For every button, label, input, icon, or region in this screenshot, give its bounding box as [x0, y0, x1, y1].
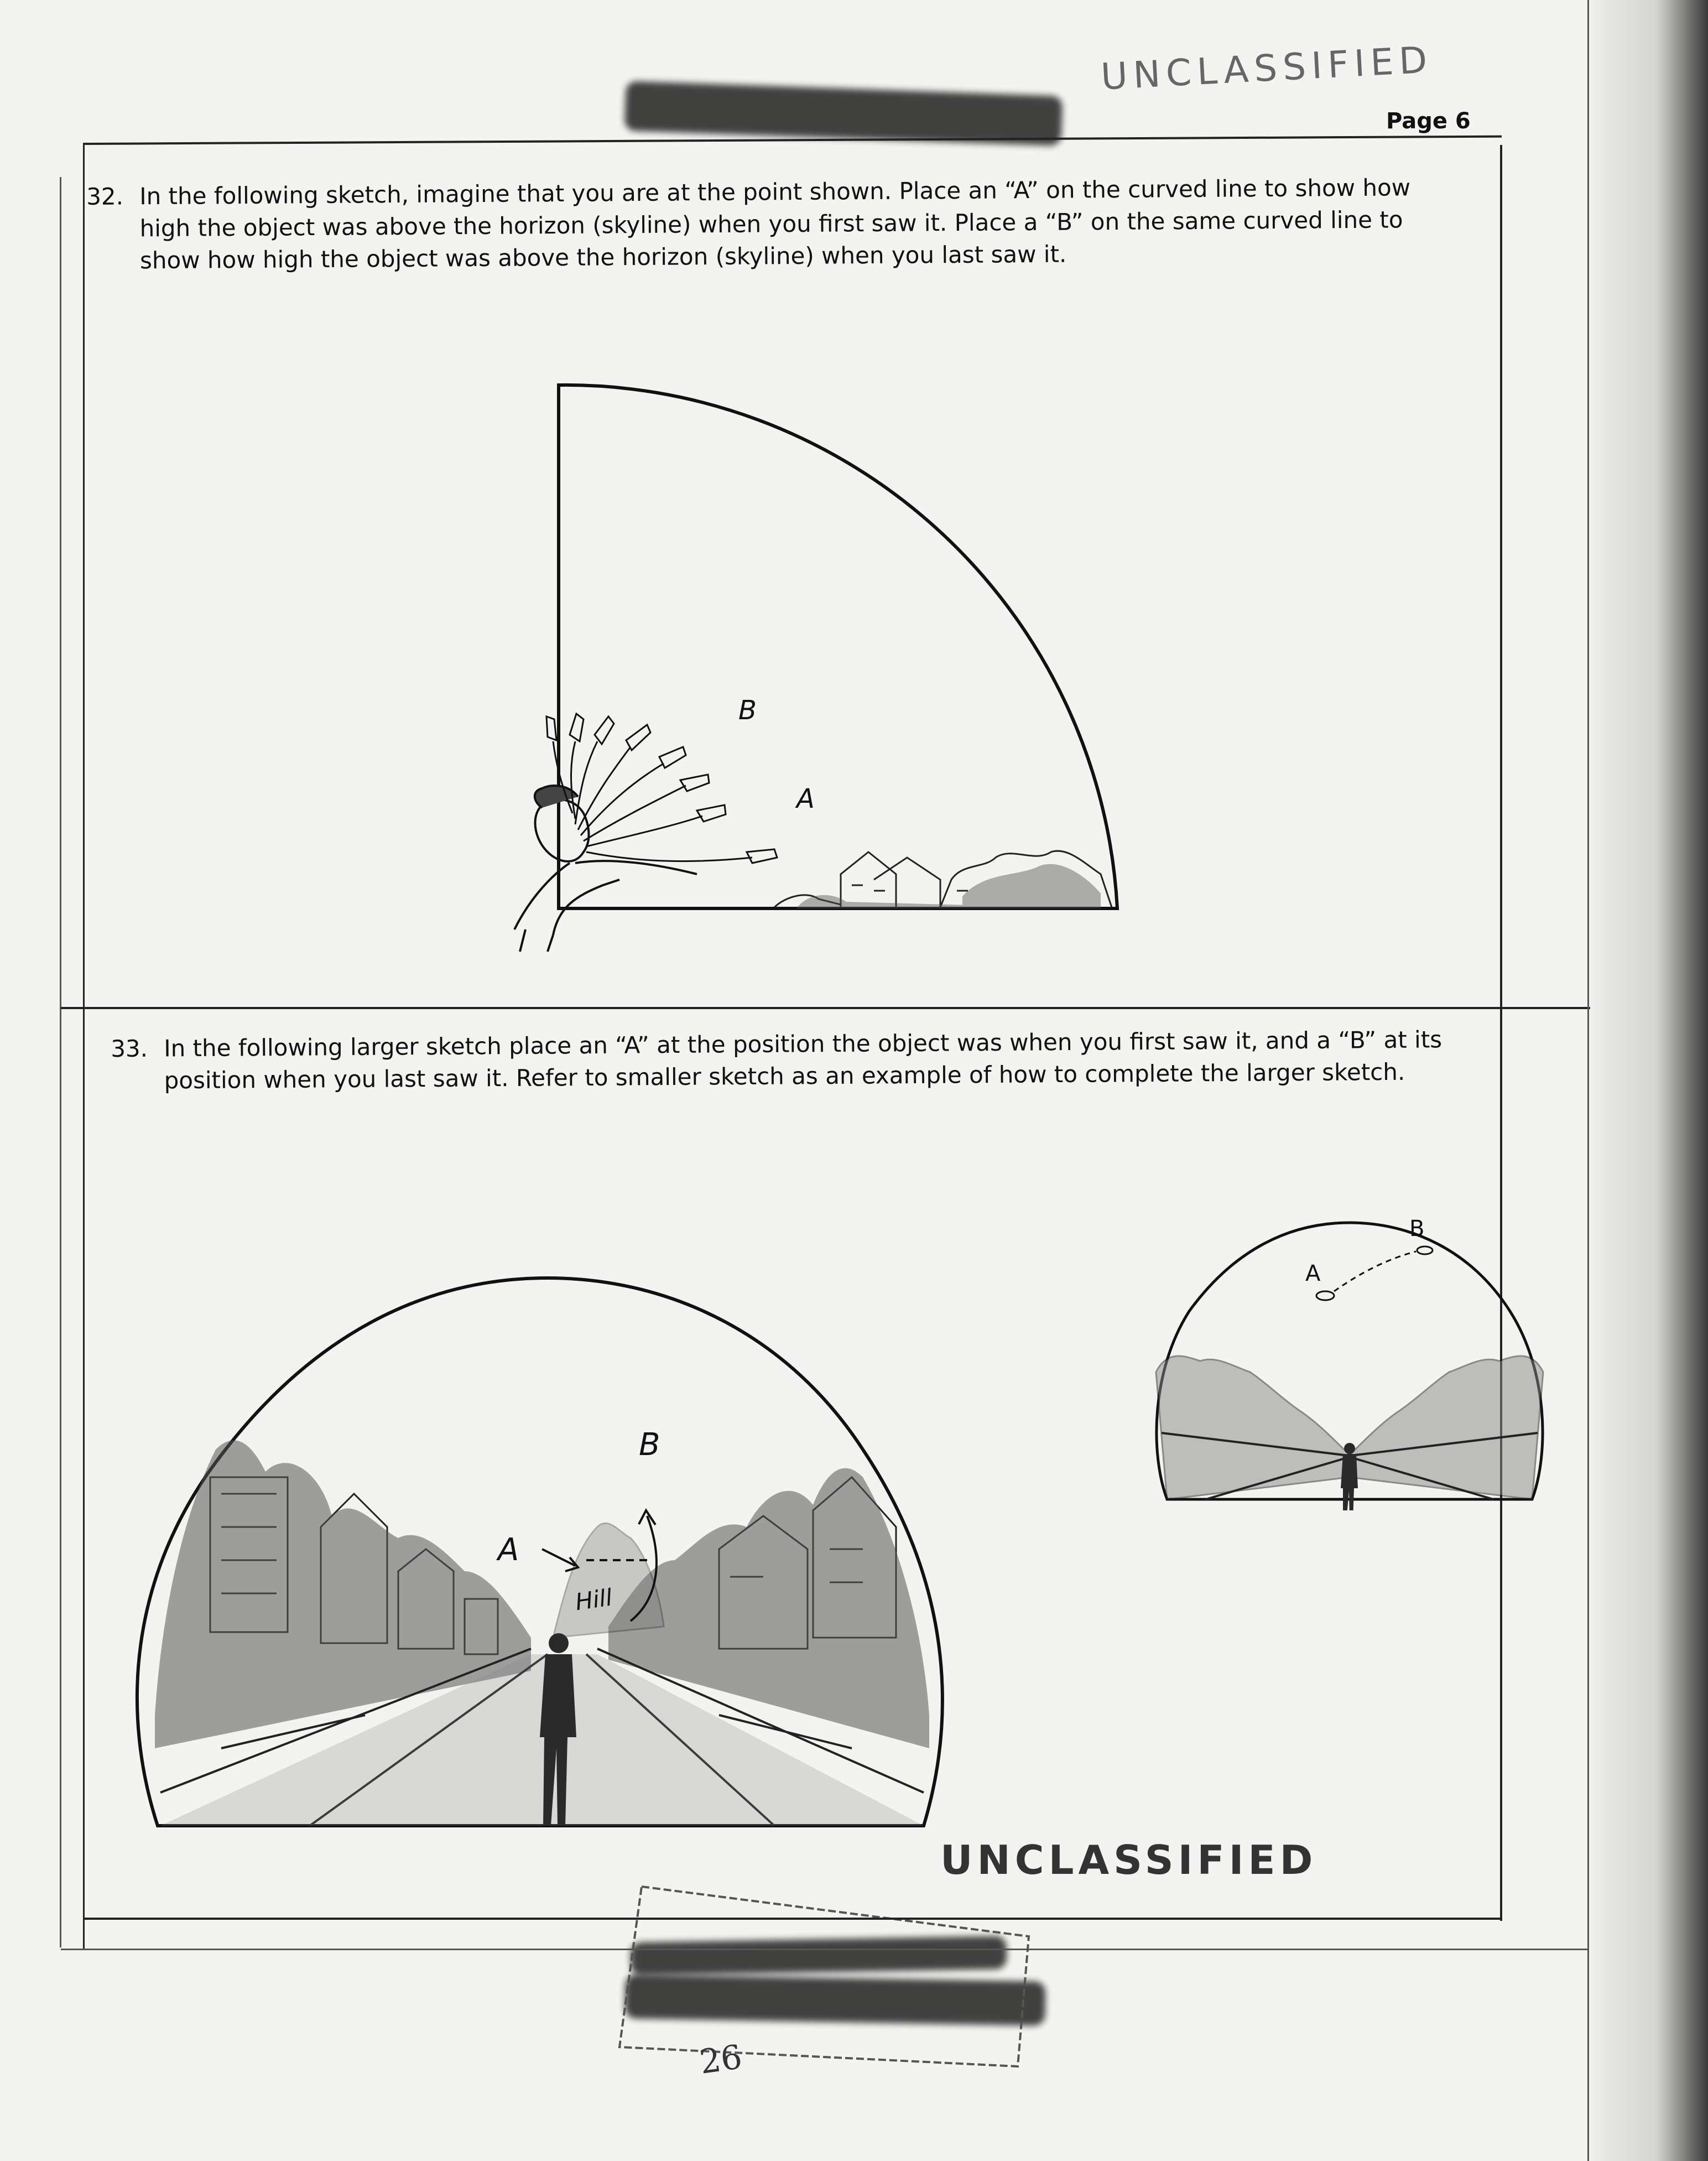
example-right-treeline	[1350, 1356, 1543, 1499]
question-33-line-1: In the following larger sketch place an “A” at the position the object was when you first saw it, and a “B” at its	[164, 1026, 1443, 1062]
section-divider	[61, 1007, 1590, 1009]
example-sketch	[1139, 1189, 1560, 1510]
pointing-arms	[546, 714, 777, 863]
classification-stamp-top: UNCLASSIFIED	[1100, 38, 1434, 98]
frame-outer-right-border	[1587, 0, 1589, 2161]
question-32-line-3: show how high the object was above the horizon (skyline) when you last saw it.	[139, 240, 1067, 274]
frame-bottom-border	[83, 1918, 1502, 1920]
example-flight-path	[1334, 1251, 1416, 1291]
question-33	[111, 1023, 1549, 1094]
example-object-a	[1316, 1291, 1334, 1300]
stamp-outline-box	[608, 1876, 1095, 2080]
redaction-top	[624, 81, 1063, 146]
question-33-line-2: position when you last saw it. Refer to smaller sketch as an example of how to complete the larger sketch.	[164, 1058, 1405, 1094]
question-32-line-1: In the following sketch, imagine that you are at the point shown. Place an “A” on the curved line to show how	[139, 174, 1411, 210]
frame-left-border	[83, 145, 85, 1949]
distant-hill	[553, 1523, 664, 1638]
page-number: Page 6	[1386, 108, 1471, 134]
frame-top-border	[83, 136, 1502, 145]
handwritten-page-number: 26	[697, 2038, 744, 2082]
question-32	[86, 171, 1502, 274]
question-33-number: 33.	[111, 1035, 148, 1063]
example-left-treeline	[1156, 1356, 1350, 1499]
question-32-line-2: high the object was above the horizon (skyline) when you first saw it. Place a “B” on the same curved line to	[139, 206, 1403, 242]
scan-right-edge	[1590, 0, 1708, 2161]
large-street-sketch	[111, 1217, 973, 1842]
question-32-number: 32.	[86, 183, 124, 210]
large-sketch-hill-note: Hill	[574, 1583, 614, 1616]
question-33-text	[164, 1023, 1549, 1097]
sketch-32-mark-a: A	[796, 783, 815, 814]
example-mark-b: B	[1409, 1216, 1425, 1241]
example-object-b	[1417, 1246, 1433, 1254]
sketch-32-mark-b: B	[738, 695, 757, 726]
large-sketch-mark-a: A	[498, 1532, 519, 1568]
example-mark-a: A	[1305, 1261, 1321, 1286]
question-32-text	[139, 171, 1503, 277]
classification-stamp-bottom: UNCLASSIFIED	[940, 1837, 1318, 1883]
frame-bottom-outer-border	[61, 1949, 1587, 1950]
elevation-sketch	[487, 365, 1150, 974]
frame-inner-left-border	[60, 177, 61, 1947]
pointing-man	[514, 786, 697, 952]
large-sketch-mark-b: B	[639, 1427, 660, 1463]
